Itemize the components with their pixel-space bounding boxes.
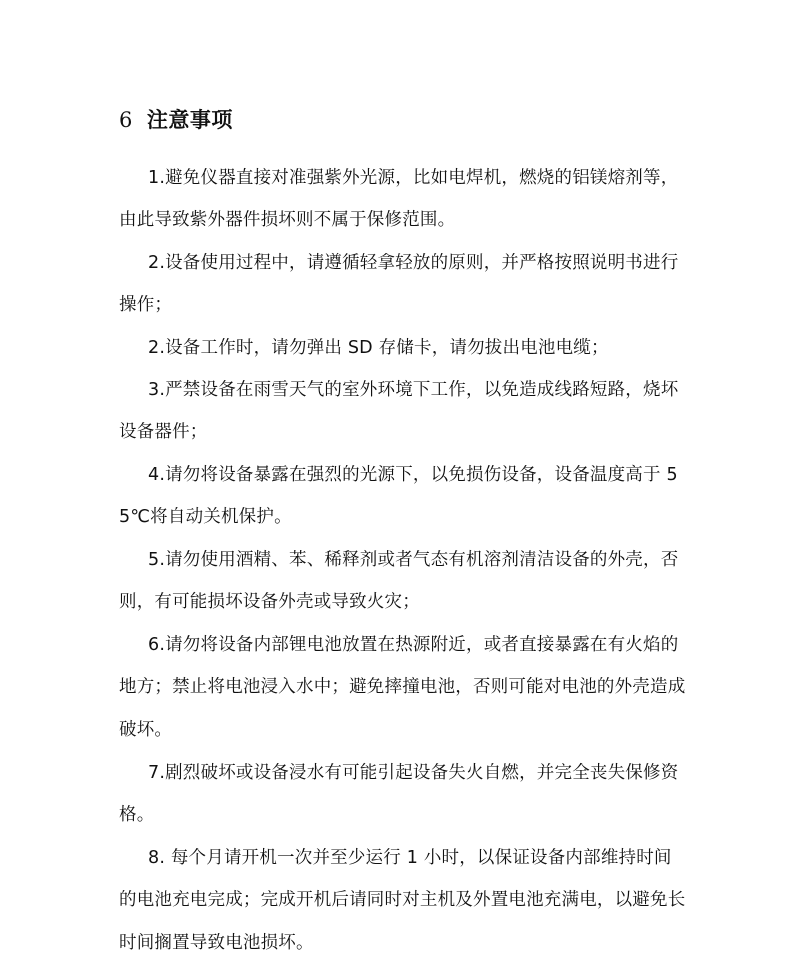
notice-item-4: 3.严禁设备在雨雪天气的室外环境下工作，以免造成线路短路，烧坏设备器件； xyxy=(119,379,679,442)
notice-item-6: 5.请勿使用酒精、苯、稀释剂或者气态有机溶剂清洁设备的外壳，否则，有可能损坏设备外壳或导致火灾； xyxy=(119,549,679,612)
notice-item-7: 6.请勿将设备内部锂电池放置在热源附近，或者直接暴露在有火焰的地方；禁止将电池浸入水中；避免摔撞电池，否则可能对电池的外壳造成破坏。 xyxy=(119,634,686,740)
notice-item-3: 2.设备工作时，请勿弹出 SD 存储卡，请勿拔出电池电缆； xyxy=(148,337,609,358)
notice-item-9: 8. 每个月请开机一次并至少运行 1 小时，以保证设备内部维持时间的电池充电完成；完成开机后请同时对主机及外置电池充满电，以避免长时间搁置导致电池损坏。 xyxy=(119,847,686,953)
section-heading xyxy=(119,104,233,134)
notice-item-8: 7.剧烈破坏或设备浸水有可能引起设备失火自燃，并完全丧失保修资格。 xyxy=(119,762,679,825)
section-number: 6 xyxy=(119,108,133,132)
notice-item-2: 2.设备使用过程中，请遵循轻拿轻放的原则，并严格按照说明书进行操作； xyxy=(119,252,679,315)
notice-item-5: 4.请勿将设备暴露在强烈的光源下，以免损伤设备，设备温度高于 55℃将自动关机保护。 xyxy=(119,464,678,527)
section-title: 注意事项 xyxy=(146,108,233,132)
notice-item-1: 1.避免仪器直接对准强紫外光源，比如电焊机，燃烧的铝镁熔剂等，由此导致紫外器件损坏则不属于保修范围。 xyxy=(119,167,679,230)
